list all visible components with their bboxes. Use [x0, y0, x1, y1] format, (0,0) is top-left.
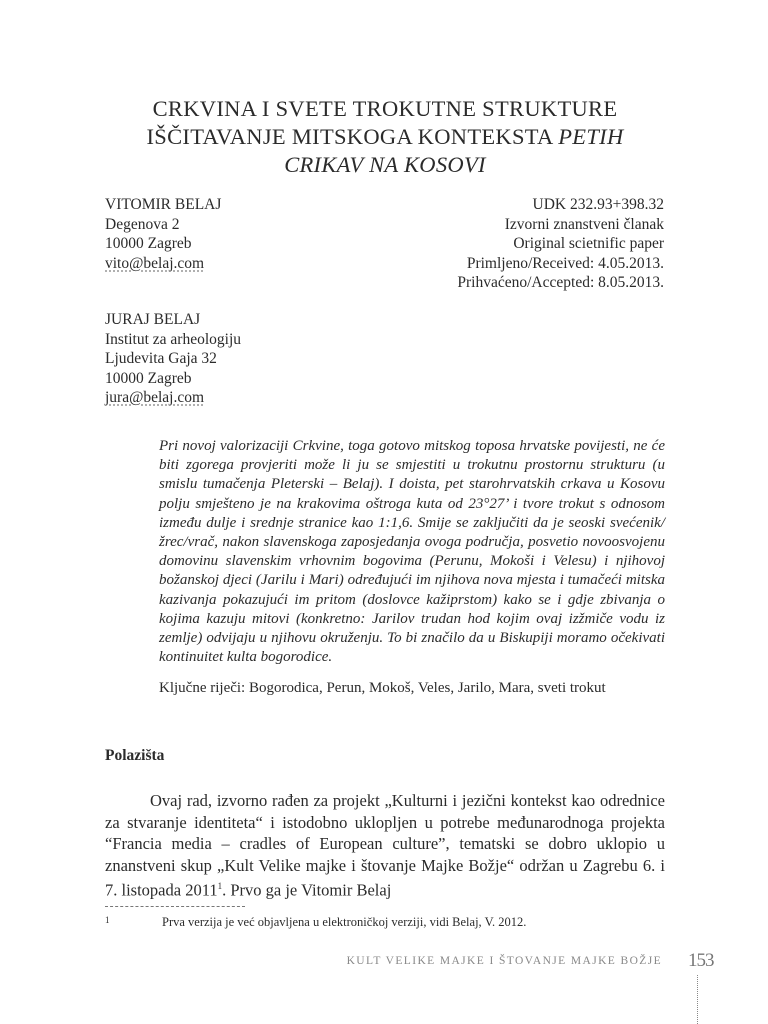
- author-1-street: Degenova 2: [105, 215, 180, 233]
- accepted-date: Prihvaćeno/Accepted: 8.05.2013.: [457, 274, 664, 291]
- author-2-email-link[interactable]: jura@belaj.com: [105, 389, 205, 406]
- author-2-name: JURAJ BELAJ: [105, 311, 201, 328]
- article-title: [105, 95, 665, 179]
- article-type-hr: Izvorni znanstveni članak: [504, 215, 664, 233]
- author-1-name: VITOMIR BELAJ: [105, 196, 222, 213]
- body-paragraph: [105, 790, 665, 901]
- title-line-2-plain: IŠČITAVANJE MITSKOGA KONTEKSTA: [146, 124, 559, 149]
- title-line-2-italic: PETIH: [558, 124, 624, 149]
- title-line-2: [105, 123, 665, 151]
- title-line-3: [105, 151, 665, 179]
- title-line-1: CRKVINA I SVETE TROKUTNE STRUKTURE: [152, 96, 618, 121]
- author-1-block: [105, 195, 221, 273]
- received-date: Primljeno/Received: 4.05.2013.: [466, 254, 664, 272]
- author-2-street: Ljudevita Gaja 32: [105, 350, 217, 367]
- body-text-main: Ovaj rad, izvorno rađen za projekt „Kulturni i jezični kontekst kao odrednice za stvaranje identiteta“ i istodobno ukloplјen u potrebe međunarodnoga projekta “Francia media – cradles of European culture”, tematski se dobro uklopio u znanstveni skup „Kult Velike majke i štovanje Majke Božje“ održan u Zagrebu 6. i 7. listopada 2011: [105, 791, 665, 900]
- author-2-city: 10000 Zagreb: [105, 369, 192, 387]
- author-2-block: [105, 310, 241, 408]
- running-head: KULT VELIKE MAJKE I ŠTOVANJE MAJKE BOŽJE: [346, 955, 662, 967]
- author-2-institution: Institut za arheologiju: [105, 330, 242, 348]
- author-1-city: 10000 Zagreb: [105, 235, 192, 252]
- footnote-reference[interactable]: 1: [217, 881, 223, 891]
- keywords: Ključne riječi: Bogorodica, Perun, Mokoš, Veles, Jarilo, Mara, sveti trokut: [159, 680, 606, 696]
- section-heading: Polazišta: [105, 747, 165, 764]
- body-text-tail: . Prvo ga je Vitomir Belaj: [222, 880, 392, 900]
- footnote-text: Prva verzija je već objavljena u elektroničkoj verziji, vidi Belaj, V. 2012.: [162, 915, 527, 929]
- title-line-3-italic: CRIKAV NA KOSOVI: [284, 152, 486, 177]
- article-type-en: Original scietnific paper: [513, 235, 664, 252]
- abstract: Pri novoj valorizaciji Crkvine, toga gotovo mitskog toposa hrvatske povijesti, ne će biti zgorega provjeriti može li ju se smjestiti u trokutnu prostornu strukturu (u smislu tumačenja Pleterski – Belaj). I doista, pet starohrvatskih crkava u Kosovu polju smješteno je na krakovima oštroga kuta od 23°27’ i tvore trokut s odnosom između dulje i srednje stranice kao 1:1,6. Smije se zaključiti da je seoski svećenik/žrec/vrač, nakon slavenskoga zaposjedanja ovoga područja, posvetio novoosvojenu domovinu slavenskim vrhovnim bogovima (Perunu, Mokoši i Velesu) i njihovoj božanskoj djeci (Jarilu i Mari) određujući im njihova nova mjesta i tumačeći mitska kazivanja pokazujući im pritom (doslovce kažiprstom) kako se i gdje zbivanja o kojima kazuju mitovi (konkretno: Jarilov trudan hod kojim ovaj izžmiče vodu iz zemlje) odvijaju u njihovu okruženju. To bi značilo da u Biskupiji moramo očekivati kontinuitet kulta bogorodice.: [159, 438, 665, 666]
- page-number: 153: [688, 950, 714, 971]
- footnote-number: 1: [105, 915, 110, 925]
- article-meta: [457, 195, 664, 293]
- author-1-email-link[interactable]: vito@belaj.com: [105, 254, 205, 272]
- udk-code: UDK 232.93+398.32: [532, 196, 664, 213]
- footnote-divider: [105, 906, 245, 907]
- margin-dotted-rule: [697, 975, 698, 1024]
